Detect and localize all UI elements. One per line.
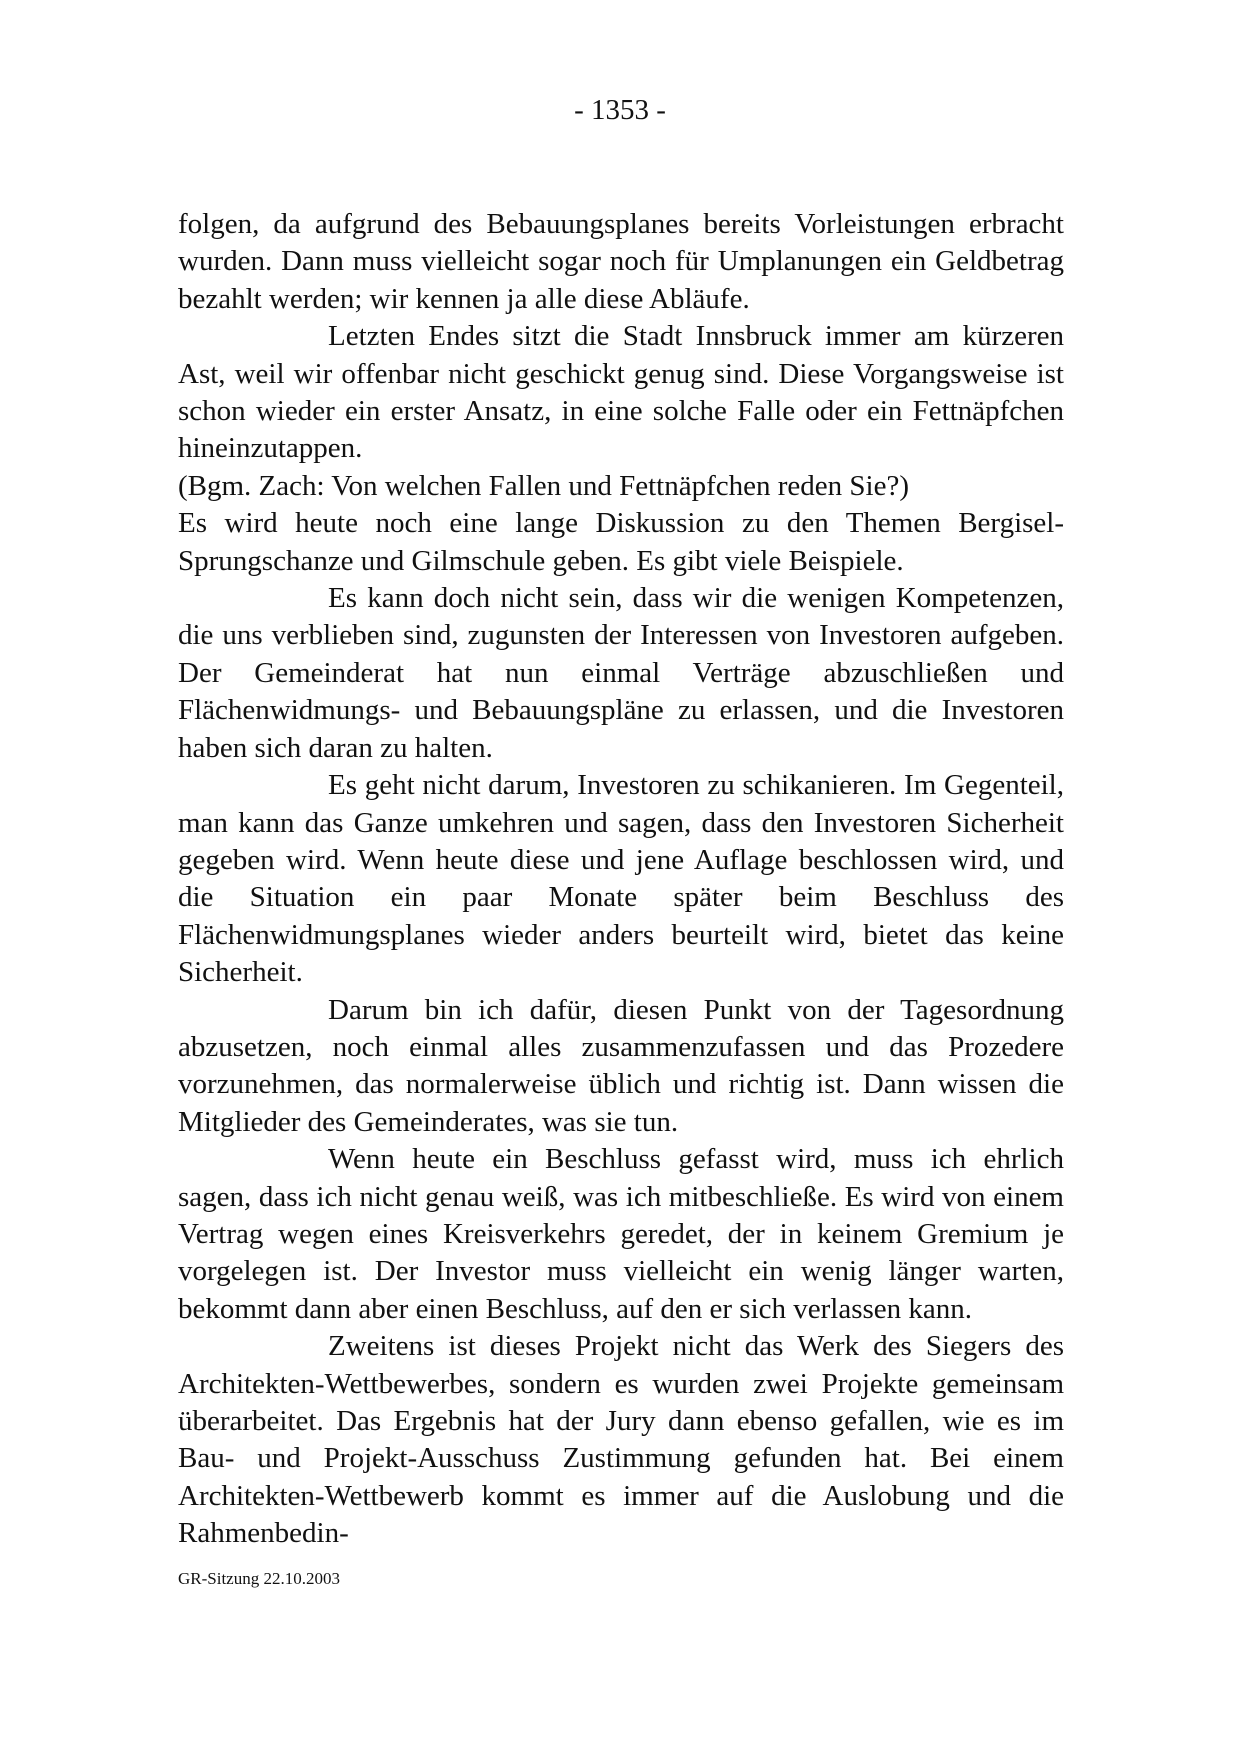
paragraph: Zweitens ist dieses Projekt nicht das Werk des Siegers des Architekten-Wettbewerbes, sondern es wurden zwei Projekte gemeinsam überarbeitet. Das Ergebnis hat der Jury dann ebenso gefallen, wie es im Bau- und Projekt-Ausschuss Zustimmung gefunden hat. Bei einem Architekten-Wettbewerb kommt es immer auf die Auslobung und die Rahmenbedin- [178, 1330, 1064, 1550]
paragraph: Es wird heute noch eine lange Diskussion zu den Themen Bergisel-Sprungschanze und Gilmschule geben. Es gibt viele Beispiele. [178, 507, 1064, 577]
footer-session-date: GR-Sitzung 22.10.2003 [178, 1569, 340, 1588]
paragraph: Es kann doch nicht sein, dass wir die wenigen Kompetenzen, die uns verblieben sind, zugunsten der Interessen von Investoren aufgeben. Der Gemeinderat hat nun einmal Verträge abzuschließen und Flächenwidmungs- und Bebauungspläne zu erlassen, und die Investoren haben sich daran zu halten. [178, 582, 1064, 764]
document-body [178, 206, 1064, 1553]
interjection: (Bgm. Zach: Von welchen Fallen und Fettnäpfchen reden Sie?) [178, 469, 909, 502]
page-number: - 1353 - [574, 94, 666, 126]
paragraph: Wenn heute ein Beschluss gefasst wird, muss ich ehrlich sagen, dass ich nicht genau weiß, was ich mitbeschließe. Es wird von einem Vertrag wegen eines Kreisverkehrs geredet, der in keinem Gremium je vorgelegen ist. Der Investor muss vielleicht ein wenig länger warten, bekommt dann aber einen Beschluss, auf den er sich verlassen kann. [178, 1143, 1064, 1325]
paragraph: Es geht nicht darum, Investoren zu schikanieren. Im Gegenteil, man kann das Ganze umkehren und sagen, dass den Investoren Sicherheit gegeben wird. Wenn heute diese und jene Auflage beschlossen wird, und die Situation ein paar Monate später beim Beschluss des Flächenwidmungsplanes wieder anders beurteilt wird, bietet das keine Sicherheit. [178, 769, 1064, 989]
paragraph: Darum bin ich dafür, diesen Punkt von der Tagesordnung abzusetzen, noch einmal alles zusammenzufassen und das Prozedere vorzunehmen, das normalerweise üblich und richtig ist. Dann wissen die Mitglieder des Gemeinderates, was sie tun. [178, 993, 1064, 1138]
paragraph-continuation: folgen, da aufgrund des Bebauungsplanes bereits Vorleistungen erbracht wurden. Dann muss vielleicht sogar noch für Umplanungen ein Geldbetrag bezahlt werden; wir kennen ja alle diese Abläufe. [178, 208, 1064, 315]
paragraph: Letzten Endes sitzt die Stadt Innsbruck immer am kürzeren Ast, weil wir offenbar nicht geschickt genug sind. Diese Vorgangsweise ist schon wieder ein erster Ansatz, in eine solche Falle oder ein Fettnäpfchen hineinzutappen. [178, 320, 1064, 465]
